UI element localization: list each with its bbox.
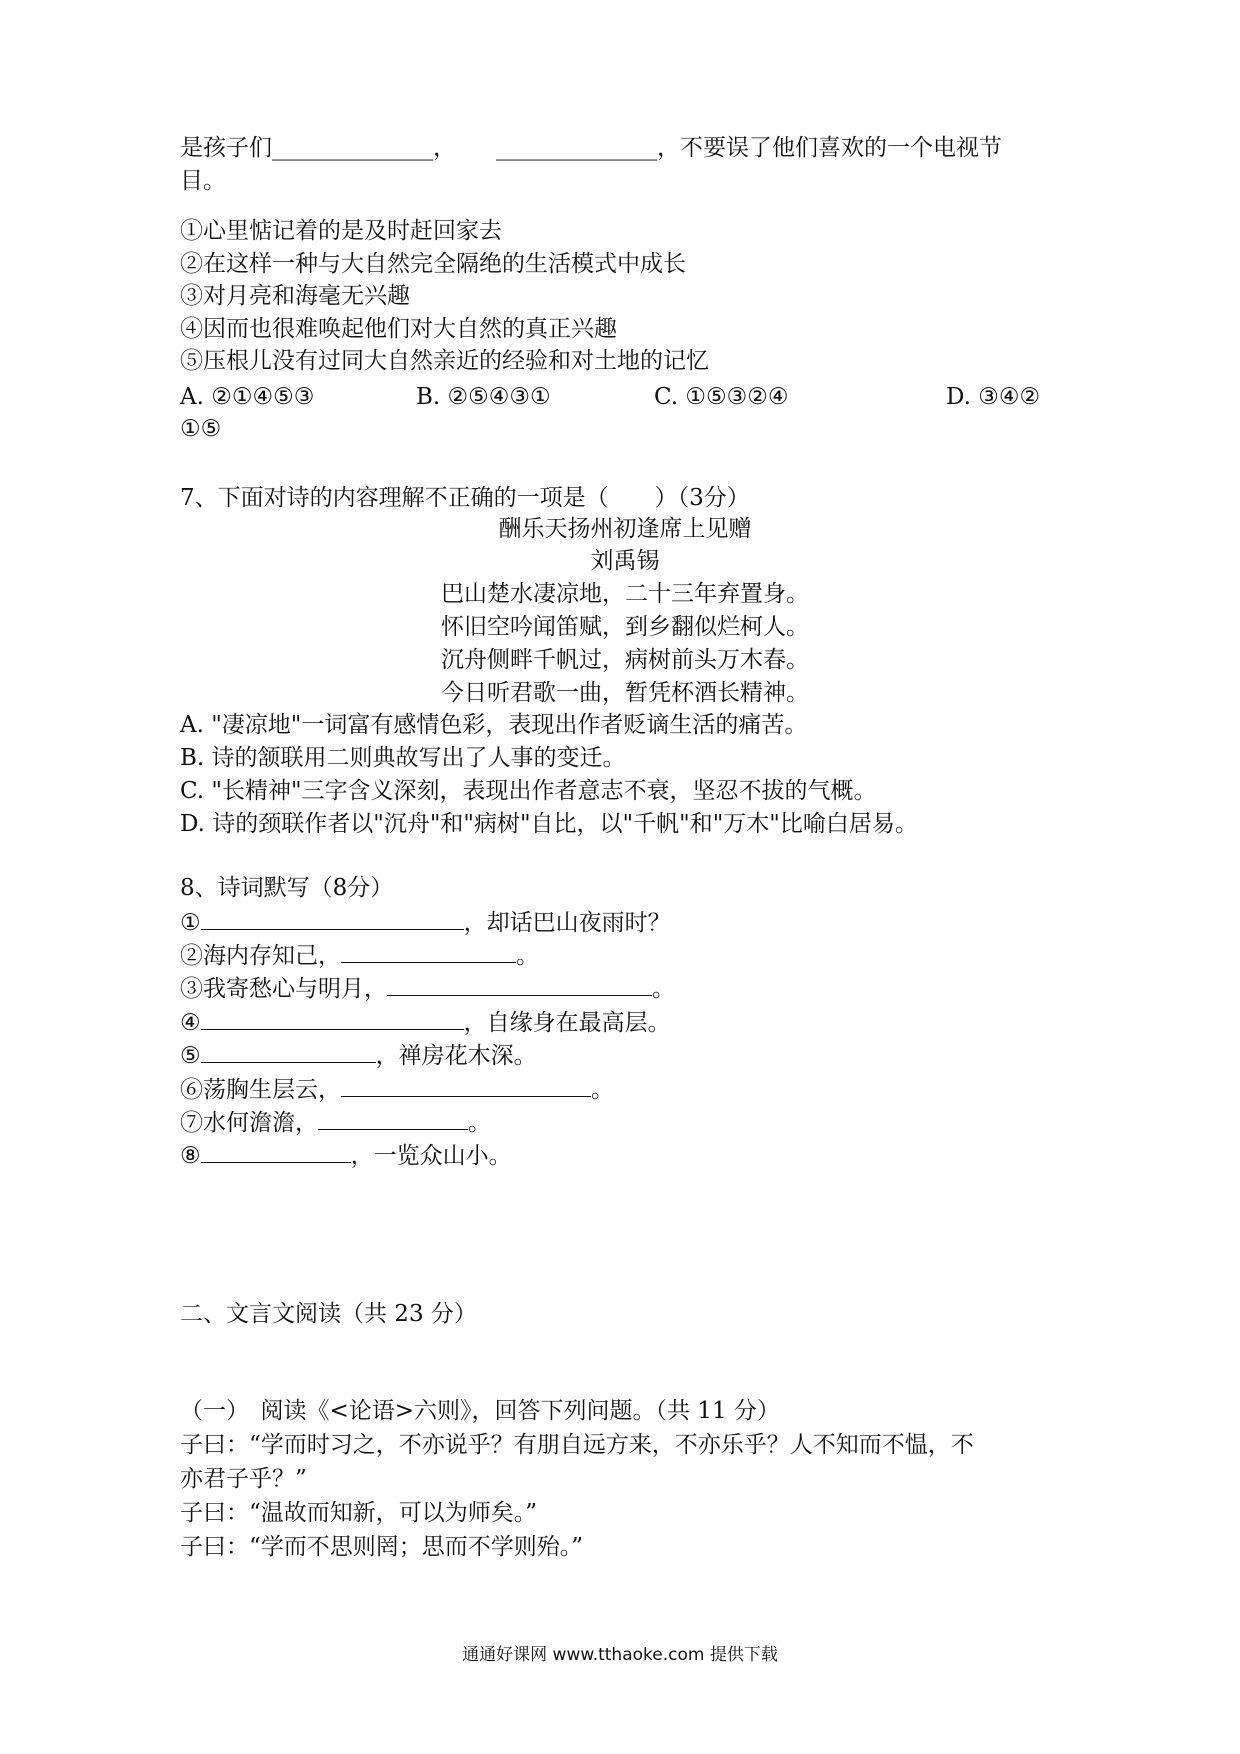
q7-stem: 7、下面对诗的内容理解不正确的一项是（ ）（3分）	[180, 485, 750, 511]
q7-option-a: A. "凄凉地"一词富有感情色彩，表现出作者贬谪生活的痛苦。	[180, 712, 808, 738]
lunyu-line-1: 子曰：“学而时习之，不亦说乎？有朋自远方来，不亦乐乎？人不知而不愠，不	[180, 1432, 974, 1458]
q6-option-d: D. ③④②	[946, 384, 1041, 410]
q8-item-8-post: ，一览众山小。	[350, 1143, 512, 1169]
q8-item-6	[180, 1072, 614, 1107]
answer-blank[interactable]	[201, 1005, 464, 1030]
q8-item-7-post: 。	[468, 1110, 491, 1136]
q6-item-5: ⑤压根儿没有过同大自然亲近的经验和对土地的记忆	[180, 348, 709, 374]
answer-blank[interactable]	[341, 1072, 591, 1097]
q6-line2: 目。	[180, 168, 226, 194]
page-footer: 通通好课网 www.tthaoke.com 提供下载	[462, 1645, 778, 1665]
answer-blank[interactable]	[201, 1038, 376, 1063]
q6-option-a: A. ②①④⑤③	[180, 384, 315, 410]
q8-item-2-pre: ②海内存知己，	[180, 943, 341, 969]
section2-title: 二、文言文阅读（共 23 分）	[180, 1301, 477, 1327]
q8-item-4-post: ，自缘身在最高层。	[463, 1010, 671, 1036]
q8-item-3	[180, 971, 675, 1006]
answer-blank[interactable]	[318, 1105, 468, 1130]
q8-item-5	[180, 1038, 537, 1073]
q7-option-c: C. "长精神"三字含义深刻，表现出作者意志不衰，坚忍不拔的气概。	[180, 778, 877, 804]
q6-item-1: ①心里惦记着的是及时赶回家去	[180, 218, 502, 244]
q8-item-4	[180, 1005, 671, 1040]
poem-author: 刘禹锡	[590, 548, 660, 574]
answer-blank[interactable]	[341, 938, 516, 963]
lunyu-line-4: 子曰：“学而不思则罔；思而不学则殆。”	[180, 1534, 584, 1560]
q8-item-4-pre: ④	[180, 1010, 201, 1036]
poem-line-2: 怀旧空吟闻笛赋，到乡翻似烂柯人。	[441, 614, 809, 640]
answer-blank[interactable]	[201, 1138, 351, 1163]
poem-line-3: 沉舟侧畔千帆过，病树前头万木春。	[441, 647, 809, 673]
q6-line1-part-b: ______________，不要误了他们喜欢的一个电视节	[496, 135, 1002, 161]
q6-line1-part-a: 是孩子们______________，	[180, 135, 456, 161]
q8-item-5-post: ，禅房花木深。	[375, 1043, 537, 1069]
q8-stem: 8、诗词默写（8分）	[180, 875, 394, 901]
q8-item-1	[180, 905, 671, 940]
lunyu-line-3: 子曰：“温故而知新，可以为师矣。”	[180, 1500, 538, 1526]
poem-line-4: 今日听君歌一曲，暂凭杯酒长精神。	[441, 680, 809, 706]
q8-item-8-pre: ⑧	[180, 1143, 201, 1169]
q8-item-1-pre: ①	[180, 910, 201, 936]
poem-line-1: 巴山楚水凄凉地，二十三年弃置身。	[441, 581, 809, 607]
q8-item-7-pre: ⑦水何澹澹，	[180, 1110, 318, 1136]
q8-item-1-post: ，却话巴山夜雨时？	[463, 910, 671, 936]
section2-part1-heading: （一） 阅读《<论语>六则》，回答下列问题。（共 11 分）	[180, 1398, 780, 1424]
q8-item-3-pre: ③我寄愁心与明月，	[180, 976, 387, 1002]
q6-option-d-cont: ①⑤	[180, 416, 222, 442]
answer-blank[interactable]	[201, 905, 464, 930]
q6-item-4: ④因而也很难唤起他们对大自然的真正兴趣	[180, 316, 617, 342]
q8-item-5-pre: ⑤	[180, 1043, 201, 1069]
q8-item-2	[180, 938, 539, 973]
poem-title: 酬乐天扬州初逢席上见赠	[498, 516, 752, 542]
q6-item-2: ②在这样一种与大自然完全隔绝的生活模式中成长	[180, 251, 686, 277]
answer-blank[interactable]	[387, 971, 652, 996]
lunyu-line-2: 亦君子乎？”	[180, 1466, 307, 1492]
q6-item-3: ③对月亮和海毫无兴趣	[180, 283, 410, 309]
q8-item-6-pre: ⑥荡胸生层云，	[180, 1077, 341, 1103]
q8-item-6-post: 。	[591, 1077, 614, 1103]
q6-option-b: B. ②⑤④③①	[416, 384, 551, 410]
q8-item-7	[180, 1105, 491, 1140]
q6-option-c: C. ①⑤③②④	[654, 384, 789, 410]
q8-item-3-post: 。	[652, 976, 675, 1002]
q8-item-2-post: 。	[516, 943, 539, 969]
q7-option-d: D. 诗的颈联作者以"沉舟"和"病树"自比，以"千帆"和"万木"比喻白居易。	[180, 811, 918, 837]
q8-item-8	[180, 1138, 512, 1173]
q7-option-b: B. 诗的颔联用二则典故写出了人事的变迁。	[180, 745, 626, 771]
q6-line1	[180, 132, 1002, 165]
